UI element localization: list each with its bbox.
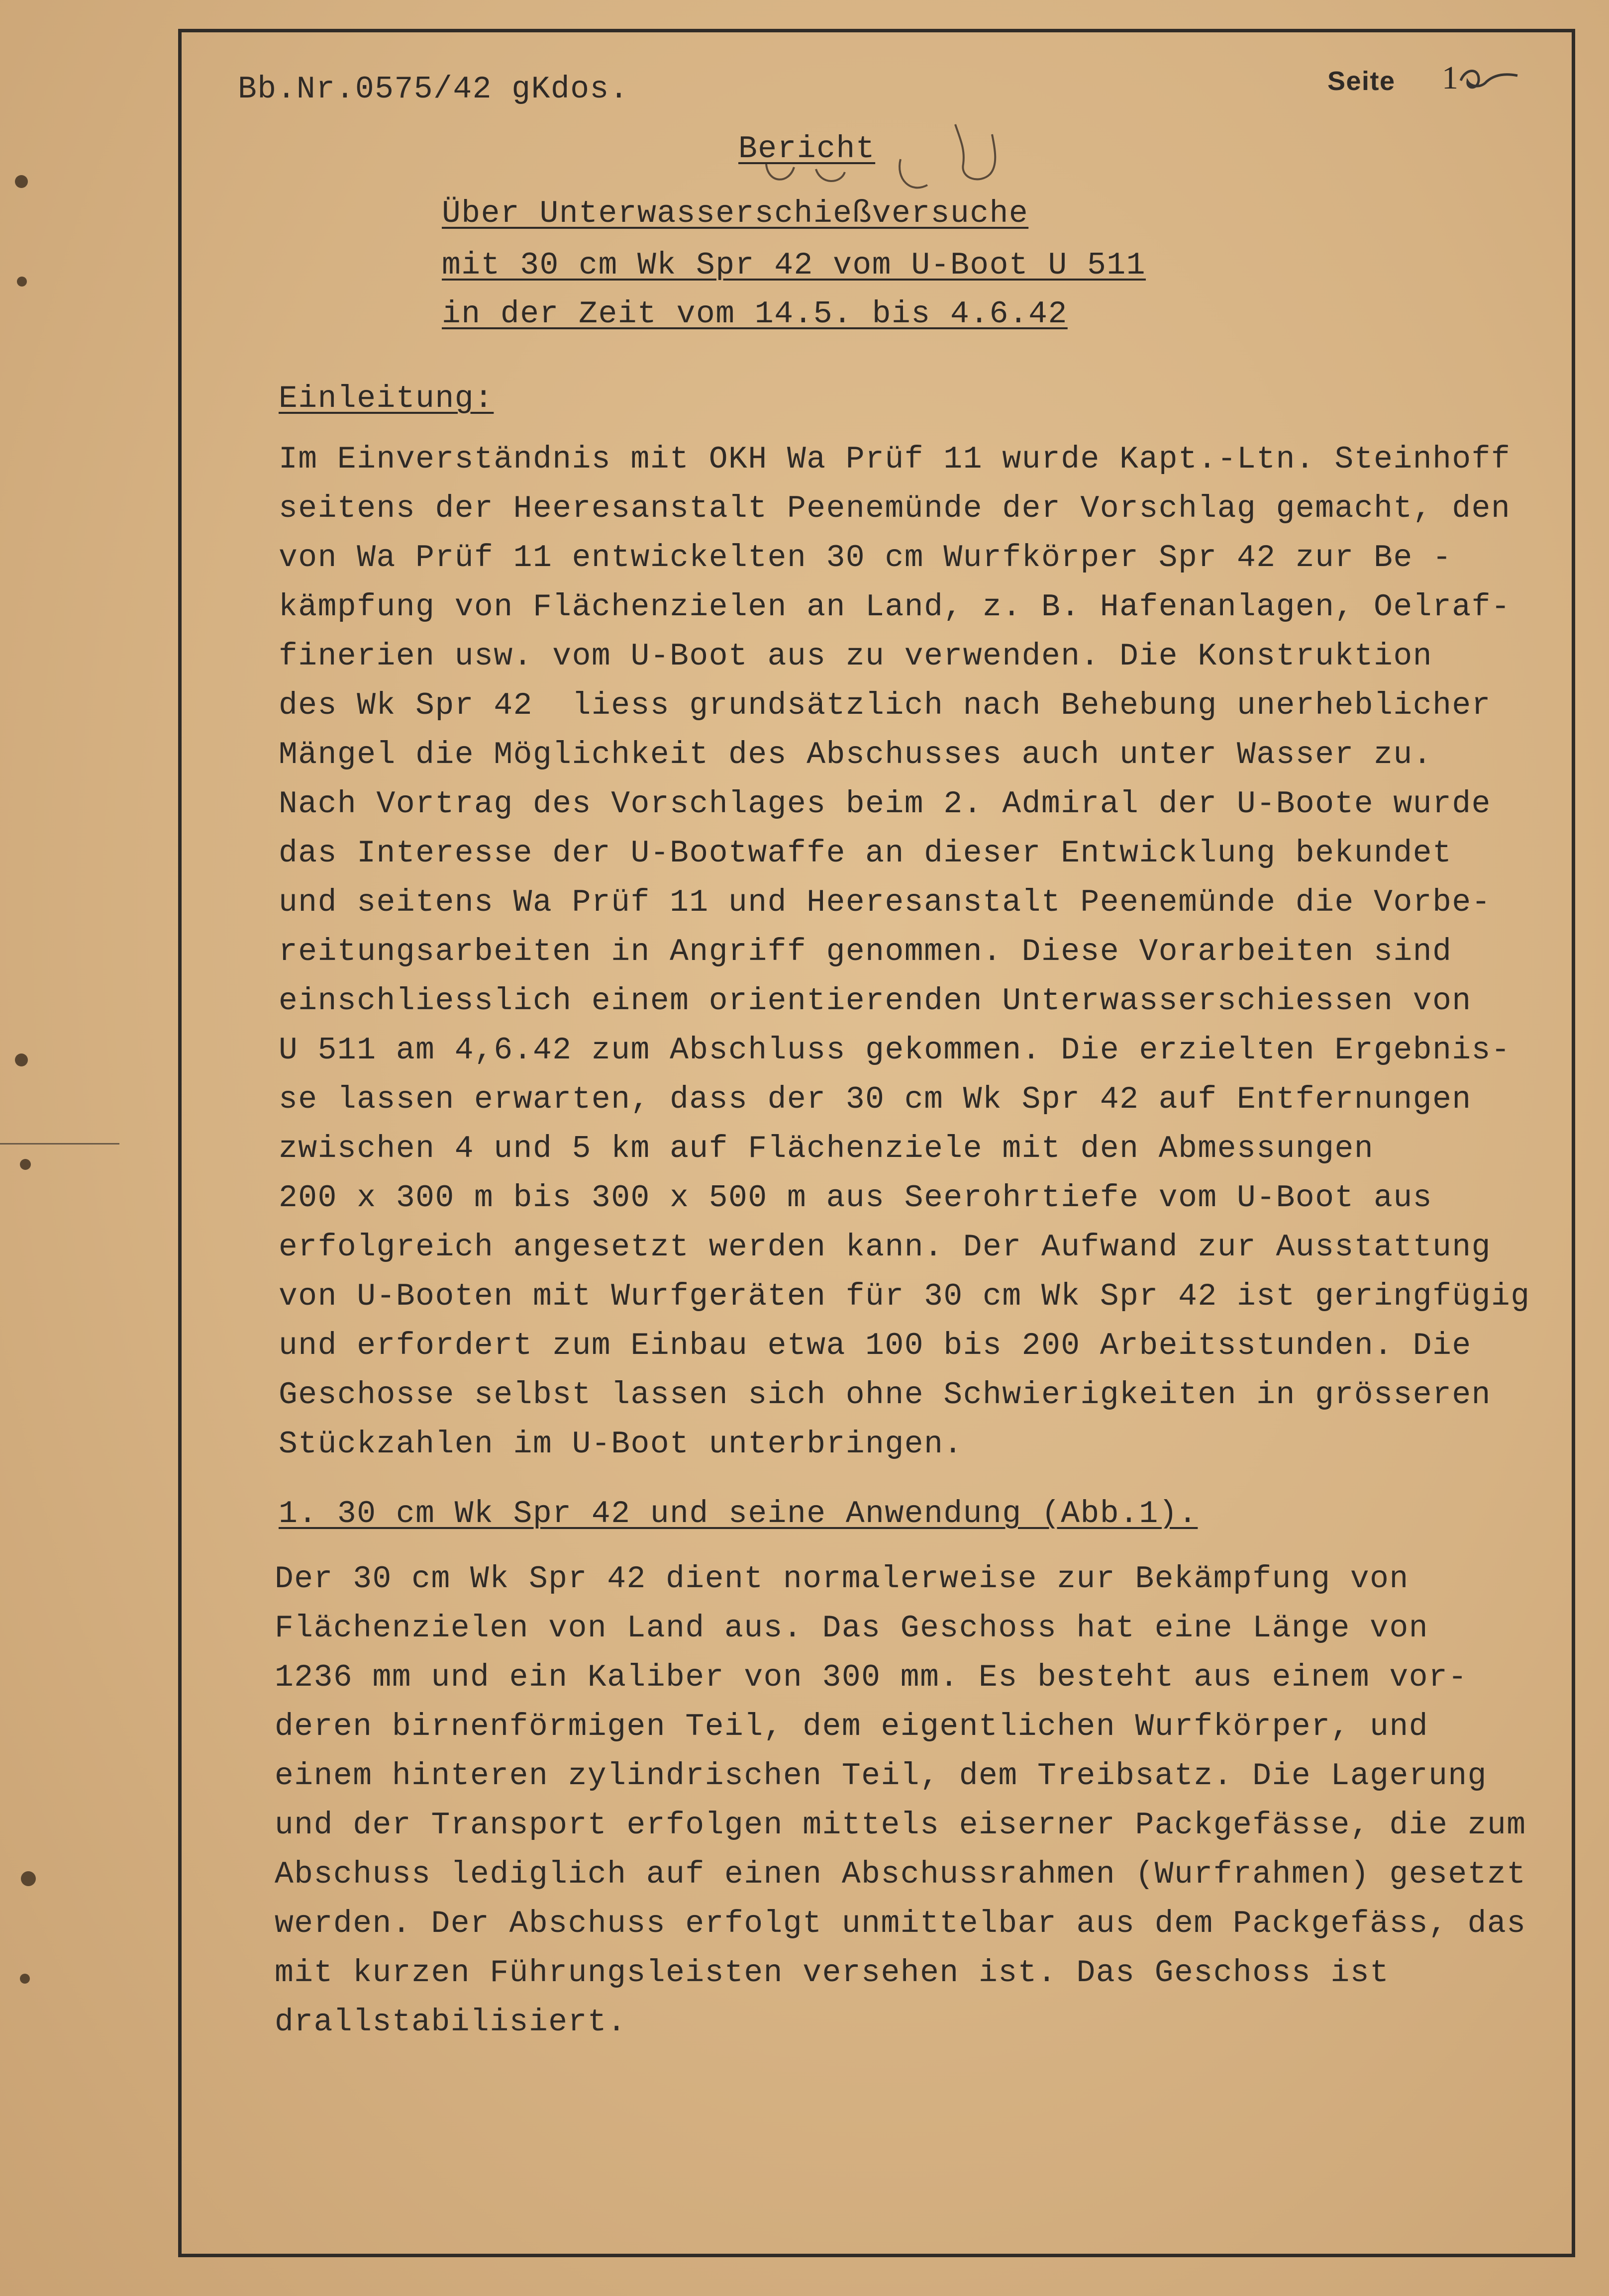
body-line: finerien usw. vom U-Boot aus zu verwenden. Die Konstruktion (279, 639, 1433, 674)
handwritten-page-mark (1456, 61, 1520, 96)
body-line: 200 x 300 m bis 300 x 500 m aus Seerohrtiefe vom U-Boot aus (279, 1180, 1433, 1216)
body-line: Nach Vortrag des Vorschlages beim 2. Admiral der U-Boote wurde (279, 786, 1491, 822)
body-line: werden. Der Abschuss erfolgt unmittelbar aus dem Packgefäss, das (275, 1906, 1526, 1941)
punch-hole (15, 1053, 28, 1066)
document-reference-number: Bb.Nr.0575/42 gKdos. (238, 72, 629, 107)
body-line: Abschuss lediglich auf einen Abschussrahmen (Wurfrahmen) gesetzt (275, 1857, 1526, 1892)
body-line: Stückzahlen im U-Boot unterbringen. (279, 1427, 963, 1462)
punch-hole (17, 277, 27, 287)
report-title-line: mit 30 cm Wk Spr 42 vom U-Boot U 511 (442, 248, 1146, 283)
report-title-line: Über Unterwasserschießversuche (442, 196, 1029, 231)
body-line: erfolgreich angesetzt werden kann. Der Aufwand zur Ausstattung (279, 1230, 1491, 1265)
body-line: U 511 am 4,6.42 zum Abschluss gekommen. Die erzielten Ergebnis- (279, 1033, 1511, 1068)
body-line: einschliesslich einem orientierenden Unterwasserschiessen von (279, 983, 1472, 1019)
body-line: und seitens Wa Prüf 11 und Heeresanstalt Peenemünde die Vorbe- (279, 885, 1491, 920)
body-line: Flächenzielen von Land aus. Das Geschoss hat eine Länge von (275, 1611, 1429, 1646)
body-line: se lassen erwarten, dass der 30 cm Wk Spr 42 auf Entfernungen (279, 1082, 1472, 1117)
margin-line (0, 1143, 119, 1145)
punch-hole (21, 1871, 36, 1886)
body-line: Der 30 cm Wk Spr 42 dient normalerweise zur Bekämpfung von (275, 1561, 1409, 1597)
body-line: und der Transport erfolgen mittels eiserner Packgefässe, die zum (275, 1808, 1526, 1843)
page-label: Seite (1327, 66, 1396, 96)
body-line: mit kurzen Führungsleisten versehen ist. Das Geschoss ist (275, 1955, 1390, 1991)
punch-hole (15, 175, 28, 188)
report-title-line: in der Zeit vom 14.5. bis 4.6.42 (442, 296, 1068, 332)
section-heading: Einleitung: (279, 381, 494, 416)
body-line: deren birnenförmigen Teil, dem eigentlichen Wurfkörper, und (275, 1709, 1429, 1744)
body-line: zwischen 4 und 5 km auf Flächenziele mit den Abmessungen (279, 1131, 1374, 1166)
body-line: kämpfung von Flächenzielen an Land, z. B. Hafenanlagen, Oelraf- (279, 589, 1511, 625)
report-title-word: Bericht (738, 131, 876, 167)
body-line: von Wa Prüf 11 entwickelten 30 cm Wurfkörper Spr 42 zur Be - (279, 540, 1452, 575)
body-line: seitens der Heeresanstalt Peenemünde der Vorschlag gemacht, den (279, 491, 1511, 526)
punch-hole (20, 1974, 30, 1984)
body-line: drallstabilisiert. (275, 2005, 627, 2040)
body-line: Im Einverständnis mit OKH Wa Prüf 11 wurde Kapt.-Ltn. Steinhoff (279, 442, 1511, 477)
page-number: 1 (1442, 60, 1459, 96)
punch-hole (20, 1159, 31, 1170)
body-line: von U-Booten mit Wurfgeräten für 30 cm Wk Spr 42 ist geringfügig (279, 1279, 1530, 1314)
body-line: reitungsarbeiten in Angriff genommen. Diese Vorarbeiten sind (279, 934, 1452, 969)
body-line: Mängel die Möglichkeit des Abschusses auch unter Wasser zu. (279, 737, 1433, 772)
body-line: des Wk Spr 42 liess grundsätzlich nach Behebung unerheblicher (279, 688, 1491, 723)
section-heading: 1. 30 cm Wk Spr 42 und seine Anwendung (Abb.1). (279, 1496, 1198, 1531)
body-line: einem hinteren zylindrischen Teil, dem Treibsatz. Die Lagerung (275, 1758, 1487, 1794)
body-line: das Interesse der U-Bootwaffe an dieser Entwicklung bekundet (279, 836, 1452, 871)
body-line: 1236 mm und ein Kaliber von 300 mm. Es besteht aus einem vor- (275, 1660, 1468, 1695)
body-line: Geschosse selbst lassen sich ohne Schwierigkeiten in grösseren (279, 1377, 1491, 1413)
body-line: und erfordert zum Einbau etwa 100 bis 200 Arbeitsstunden. Die (279, 1328, 1472, 1363)
